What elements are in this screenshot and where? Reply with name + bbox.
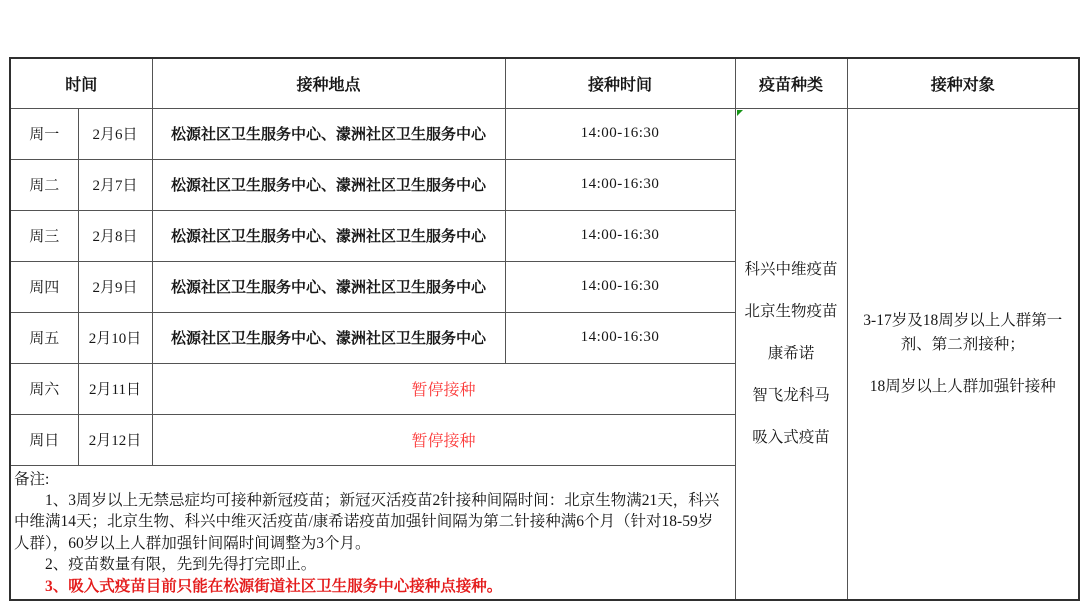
notes-title: 备注: [14, 470, 50, 488]
location-cell: 松源社区卫生服务中心、濛洲社区卫生服务中心 [152, 210, 505, 261]
note-item-3: 3、吸入式疫苗目前只能在松源街道社区卫生服务中心接种点接种。 [45, 577, 503, 595]
header-time: 时间 [10, 58, 152, 108]
date-cell: 2月12日 [78, 414, 152, 465]
schedule-row-monday [10, 108, 1079, 159]
day-cell: 周五 [10, 312, 78, 363]
location-cell: 松源社区卫生服务中心、濛洲社区卫生服务中心 [152, 312, 505, 363]
cell-corner-marker-icon [737, 110, 743, 116]
day-cell: 周三 [10, 210, 78, 261]
notes-block [10, 465, 735, 600]
target-groups-cell [847, 108, 1079, 600]
vaccine-type-item: 吸入式疫苗 [752, 428, 830, 446]
location-cell: 松源社区卫生服务中心、濛洲社区卫生服务中心 [152, 159, 505, 210]
vaccine-type-item: 科兴中维疫苗 [744, 260, 838, 278]
day-cell: 周一 [10, 108, 78, 159]
date-cell: 2月6日 [78, 108, 152, 159]
target-group-primary: 3-17岁及18周岁以上人群第一剂、第二剂接种； [863, 311, 1063, 353]
suspended-status: 暂停接种 [152, 414, 735, 465]
header-location: 接种地点 [152, 58, 505, 108]
date-cell: 2月7日 [78, 159, 152, 210]
suspended-status: 暂停接种 [152, 363, 735, 414]
time-cell: 14:00-16:30 [505, 159, 735, 210]
day-cell: 周六 [10, 363, 78, 414]
time-cell: 14:00-16:30 [505, 108, 735, 159]
vaccine-type-item: 康希诺 [767, 344, 815, 362]
vaccine-type-list [735, 108, 847, 600]
note-item-1: 1、3周岁以上无禁忌症均可接种新冠疫苗；新冠灭活疫苗2针接种间隔时间：北京生物满21天，科兴中维满14天；北京生物、科兴中维灭活疫苗/康希诺疫苗加强针间隔为第二针接种满6个月（针对18-59岁人群），60岁以上人群加强针间隔时间调整为3个月。 [14, 491, 720, 552]
time-cell: 14:00-16:30 [505, 210, 735, 261]
location-cell: 松源社区卫生服务中心、濛洲社区卫生服务中心 [152, 108, 505, 159]
header-vaccination-time: 接种时间 [505, 58, 735, 108]
note-item-2: 2、疫苗数量有限，先到先得打完即止。 [45, 556, 317, 574]
date-cell: 2月9日 [78, 261, 152, 312]
vaccination-schedule-table [9, 57, 1080, 601]
time-cell: 14:00-16:30 [505, 261, 735, 312]
time-cell: 14:00-16:30 [505, 312, 735, 363]
header-row [10, 58, 1079, 108]
date-cell: 2月11日 [78, 363, 152, 414]
target-group-booster: 18周岁以上人群加强针接种 [869, 377, 1056, 395]
vaccine-type-item: 智飞龙科马 [752, 386, 830, 404]
day-cell: 周日 [10, 414, 78, 465]
day-cell: 周二 [10, 159, 78, 210]
location-cell: 松源社区卫生服务中心、濛洲社区卫生服务中心 [152, 261, 505, 312]
date-cell: 2月8日 [78, 210, 152, 261]
header-vaccine-type: 疫苗种类 [735, 58, 847, 108]
header-target: 接种对象 [847, 58, 1079, 108]
day-cell: 周四 [10, 261, 78, 312]
vaccine-type-item: 北京生物疫苗 [744, 302, 838, 320]
date-cell: 2月10日 [78, 312, 152, 363]
